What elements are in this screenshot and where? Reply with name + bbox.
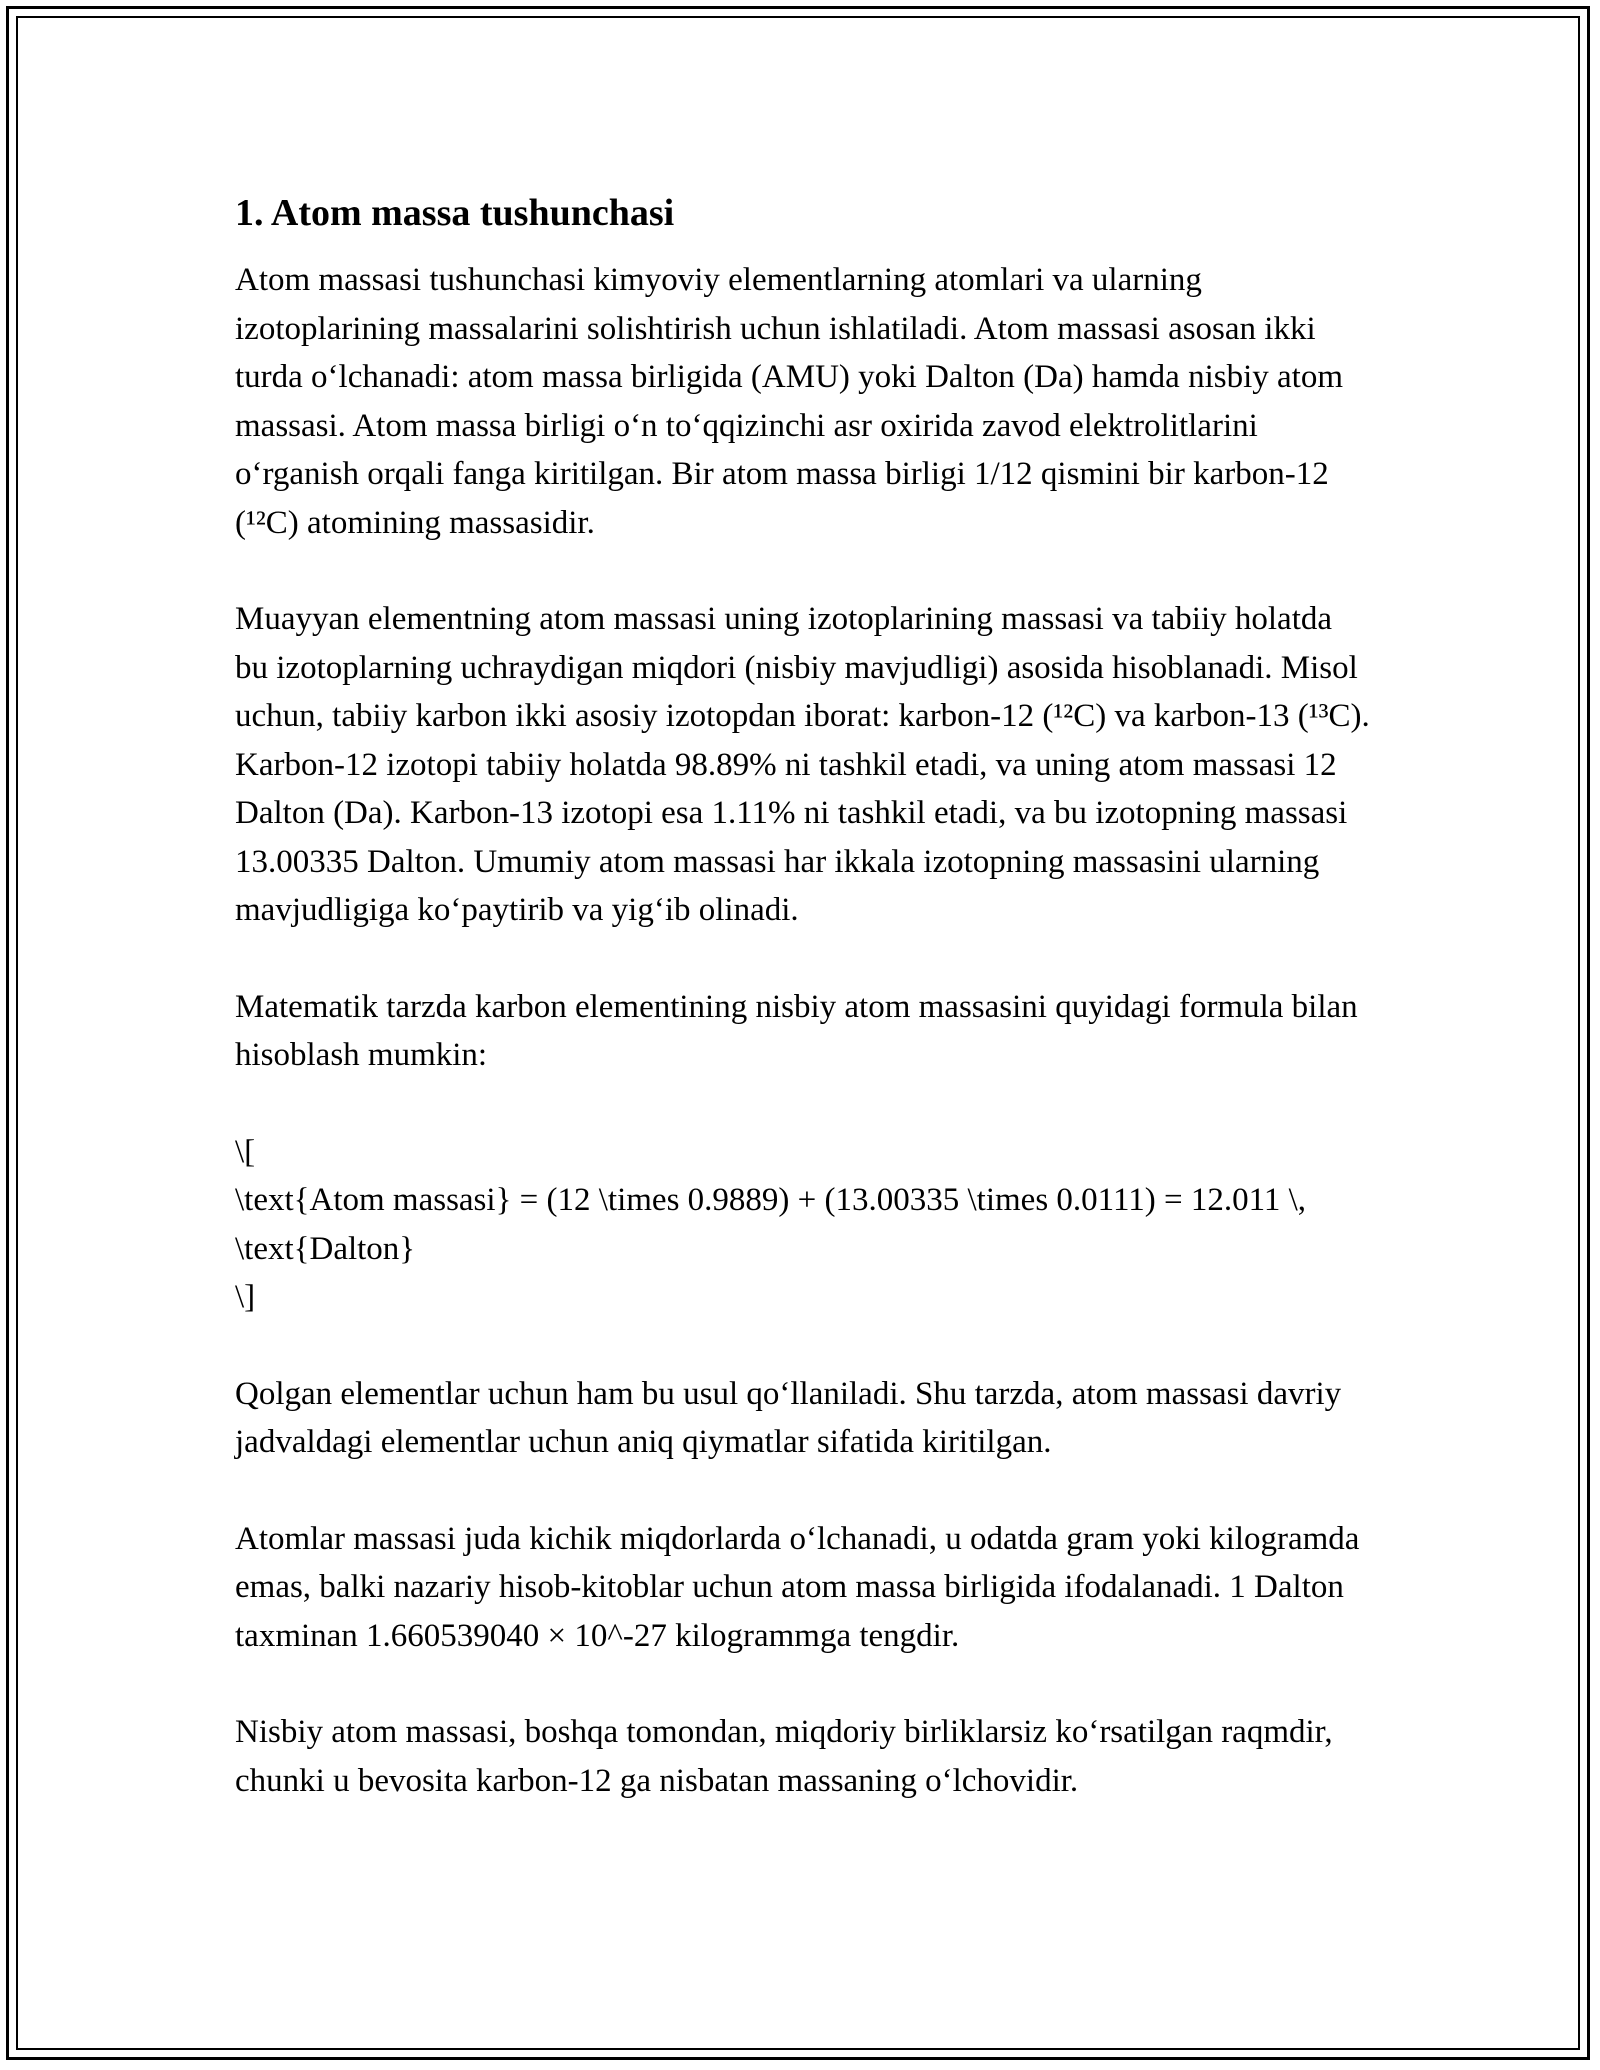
formula-body: \text{Atom massasi} = (12 \times 0.9889) + (13.00335 \times 0.0111) = 12.011 \, \text{Dalton} bbox=[235, 1182, 1307, 1267]
paragraph-relative-mass: Nisbiy atom massasi, boshqa tomondan, miqdoriy birliklarsiz ko‘rsatilgan raqmdir, chunki u bevosita karbon-12 ga nisbatan massaning o‘lchovidir. bbox=[235, 1714, 1333, 1799]
formula-open: \[ bbox=[235, 1133, 256, 1170]
paragraph-intro: Atom massasi tushunchasi kimyoviy elementlarning atomlari va ularning izotoplarining massalarini solishtirish uchun ishlatiladi. Atom massasi asosan ikki turda o‘lchanadi: atom massa birligida (AMU) yoki Dalton (Da) hamda nisbiy atom massasi. Atom massa birligi o‘n to‘qqizinchi asr oxirida zavod elektrolitlarini o‘rganish orqali fanga kiritilgan. Bir atom massa birligi 1/12 qismini bir karbon-12 (¹²C) atomining massasidir. bbox=[235, 262, 1343, 541]
paragraph-formula-intro: Matematik tarzda karbon elementining nisbiy atom massasini quyidagi formula bilan hisoblash mumkin: bbox=[235, 988, 1358, 1073]
section-heading: 1. Atom massa tushunchasi bbox=[235, 192, 675, 234]
formula-close: \] bbox=[235, 1279, 256, 1315]
document-body bbox=[235, 188, 1370, 1853]
formula-block bbox=[235, 1128, 1370, 1322]
paragraph-other-elements: Qolgan elementlar uchun ham bu usul qo‘llaniladi. Shu tarzda, atom massasi davriy jadvaldagi elementlar uchun aniq qiymatlar sifatida kiritilgan. bbox=[235, 1375, 1342, 1460]
paragraph-dalton: Atomlar massasi juda kichik miqdorlarda o‘lchanadi, u odatda gram yoki kilogramda emas, balki nazariy hisob-kitoblar uchun atom massa birligida ifodalanadi. 1 Dalton taxminan 1.660539040 × 10^-27 kilogrammga tengdir. bbox=[235, 1520, 1360, 1654]
paragraph-isotopes: Muayyan elementning atom massasi uning izotoplarining massasi va tabiiy holatda bu izotoplarning uchraydigan miqdori (nisbiy mavjudligi) asosida hisoblanadi. Misol uchun, tabiiy karbon ikki asosiy izotopdan iborat: karbon-12 (¹²C) va karbon-13 (¹³C). Karbon-12 izotopi tabiiy holatda 98.89% ni tashkil etadi, va uning atom massasi 12 Dalton (Da). Karbon-13 izotopi esa 1.11% ni tashkil etadi, va bu izotopning massasi 13.00335 Dalton. Umumiy atom massasi har ikkala izotopning massasini ularning mavjudligiga ko‘paytirib va yig‘ib olinadi. bbox=[235, 601, 1370, 928]
